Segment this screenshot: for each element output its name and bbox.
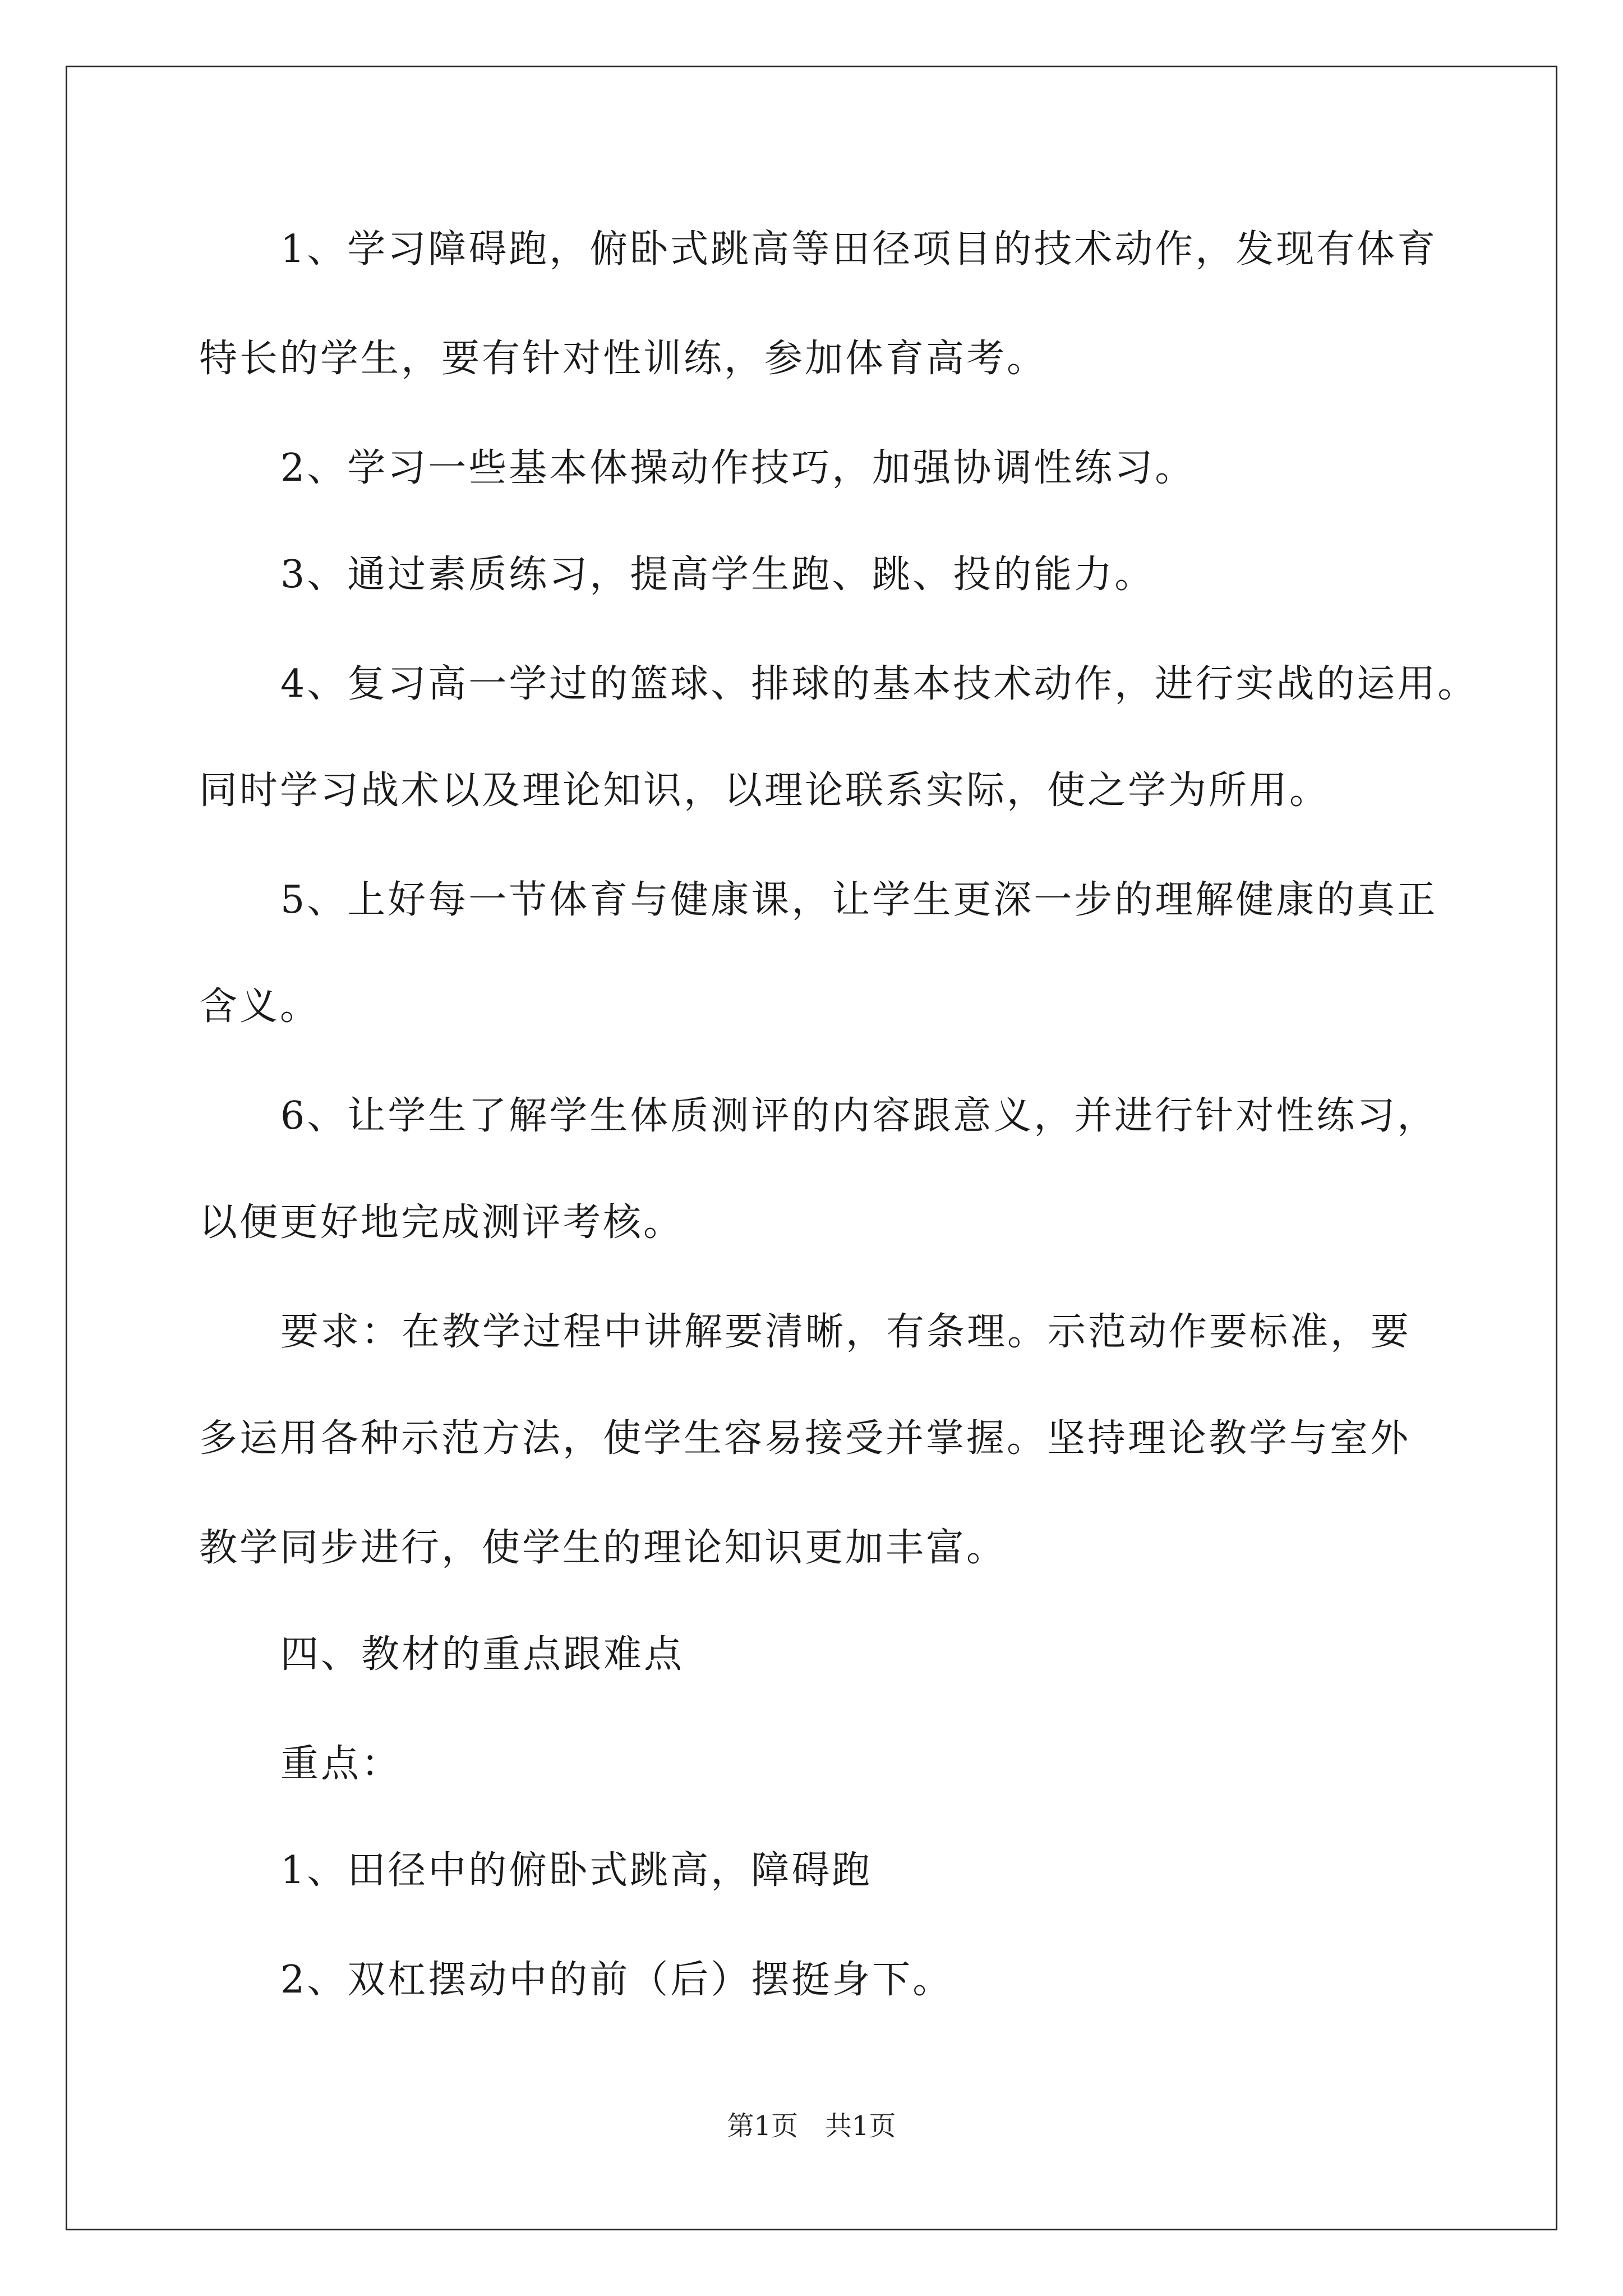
page-number: 第1页 共1页	[727, 2110, 896, 2142]
list-item: 2、双杠摆动中的前（后）摆挺身下。	[280, 1958, 953, 2002]
paragraph-line: 1、学习障碍跑，俯卧式跳高等田径项目的技术动作，发现有体育	[280, 227, 1438, 272]
paragraph-line: 6、让学生了解学生体质测评的内容跟意义，并进行针对性练习，	[280, 1094, 1438, 1138]
paragraph-line: 5、上好每一节体育与健康课，让学生更深一步的理解健康的真正	[280, 878, 1438, 922]
paragraph-line: 含义。	[199, 984, 321, 1029]
paragraph-line: 教学同步进行，使学生的理论知识更加丰富。	[199, 1526, 1007, 1570]
paragraph-line: 同时学习战术以及理论知识，以理论联系实际，使之学为所用。	[199, 769, 1330, 813]
paragraph-line: 以便更好地完成测评考核。	[199, 1200, 684, 1245]
paragraph-line: 4、复习高一学过的篮球、排球的基本技术动作，进行实战的运用。	[280, 662, 1478, 706]
page-footer	[0, 2109, 1623, 2143]
paragraph-line: 多运用各种示范方法，使学生容易接受并掌握。坚持理论教学与室外	[199, 1416, 1411, 1461]
paragraph-line: 特长的学生，要有针对性训练，参加体育高考。	[199, 337, 1048, 381]
list-item: 1、田径中的俯卧式跳高，障碍跑	[280, 1848, 873, 1893]
section-heading: 四、教材的重点跟难点	[280, 1632, 685, 1677]
paragraph-line: 要求：在教学过程中讲解要清晰，有条理。示范动作要标准，要	[280, 1310, 1412, 1354]
paragraph-line: 2、学习一些基本体操动作技巧，加强协调性练习。	[280, 446, 1196, 490]
subheading: 重点：	[280, 1742, 402, 1786]
paragraph-line: 3、通过素质练习，提高学生跑、跳、投的能力。	[280, 553, 1155, 597]
